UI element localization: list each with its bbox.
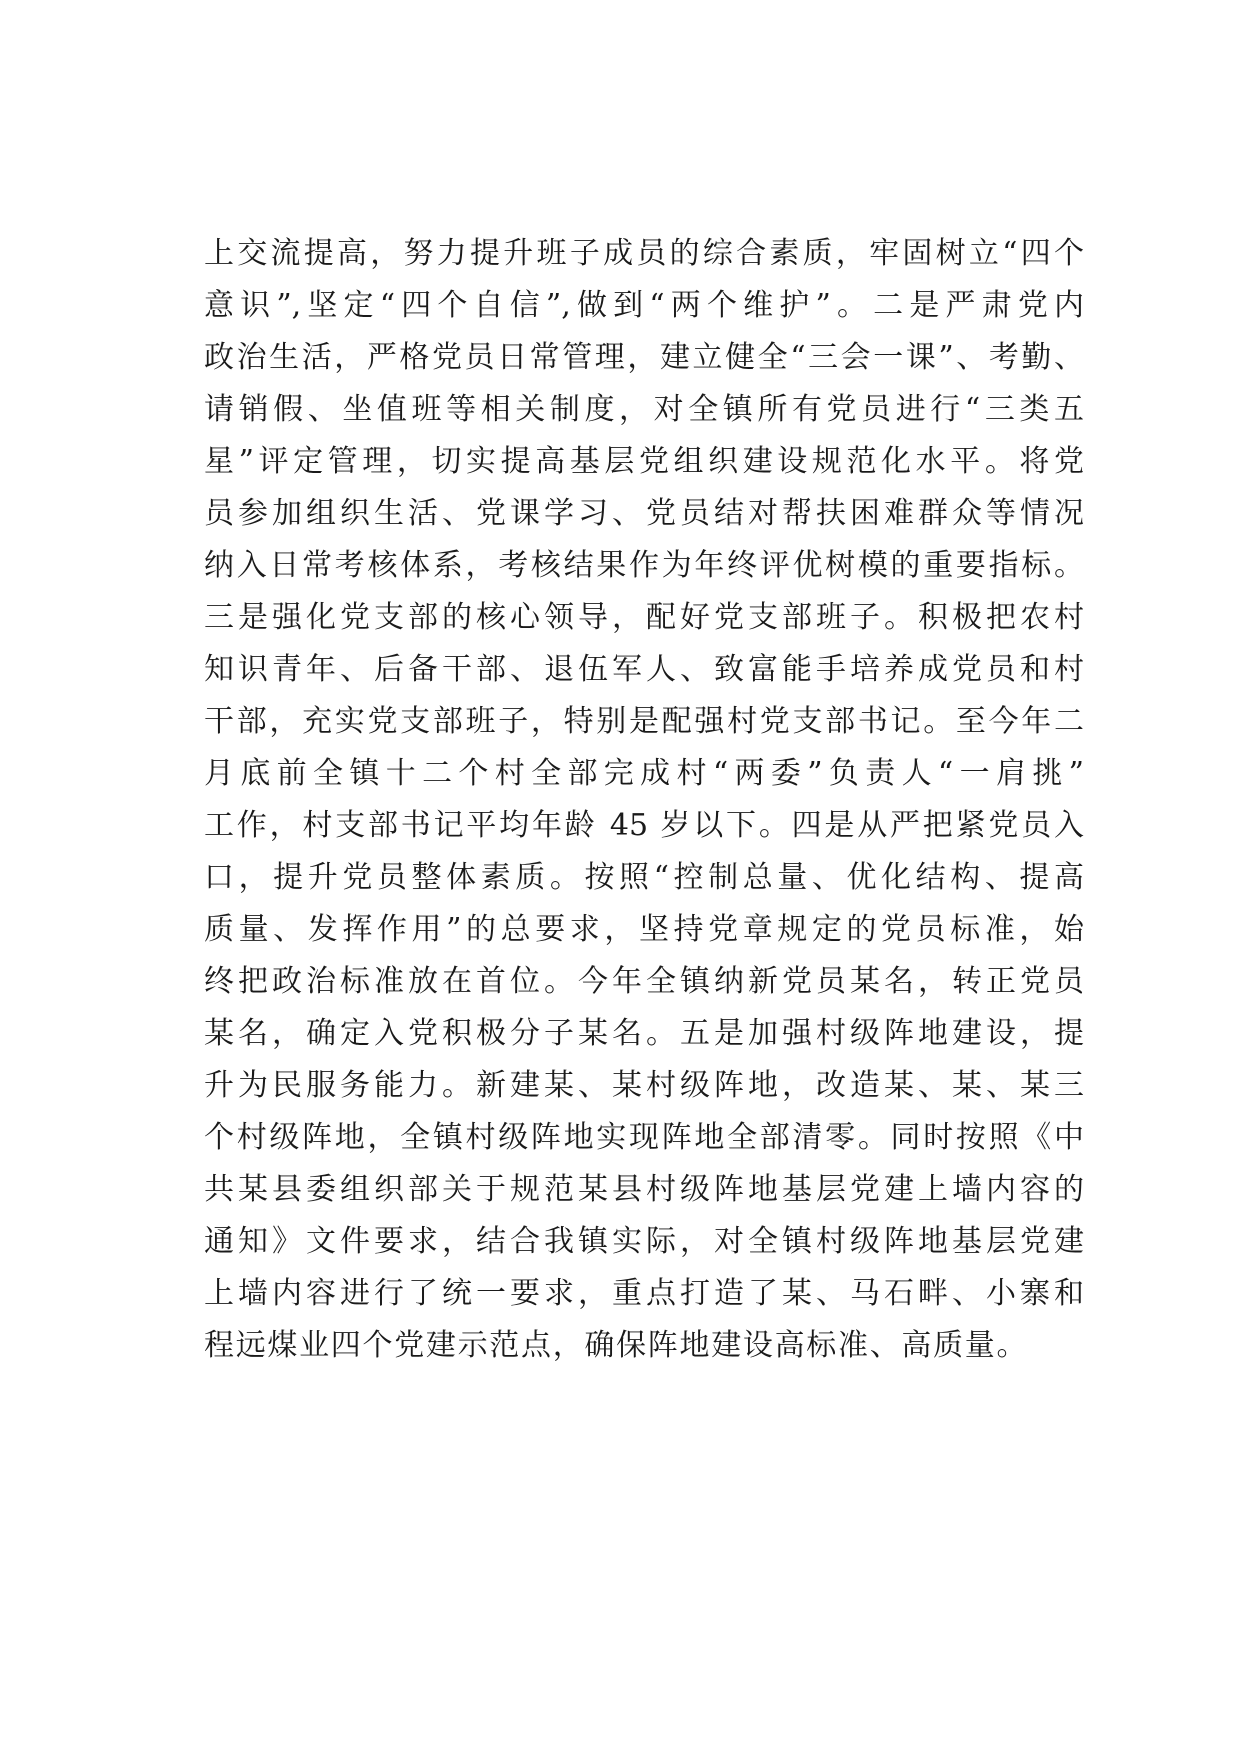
text-line: 终把政治标准放在首位。今年全镇纳新党员某名，转正党员 xyxy=(204,964,1084,999)
text-line: 上交流提高，努力提升班子成员的综合素质，牢固树立“四个 xyxy=(204,236,1084,271)
text-line: 月底前全镇十二个村全部完成村“两委”负责人“一肩挑” xyxy=(204,756,1084,791)
text-line: 共某县委组织部关于规范某县村级阵地基层党建上墙内容的 xyxy=(204,1172,1084,1207)
text-line: 升为民服务能力。新建某、某村级阵地，改造某、某、某三 xyxy=(204,1068,1084,1103)
text-line: 某名，确定入党积极分子某名。五是加强村级阵地建设，提 xyxy=(204,1016,1084,1051)
text-line: 程远煤业四个党建示范点，确保阵地建设高标准、高质量。 xyxy=(204,1328,1029,1363)
text-line: 员参加组织生活、党课学习、党员结对帮扶困难群众等情况 xyxy=(204,496,1084,531)
text-line: 上墙内容进行了统一要求，重点打造了某、马石畔、小寨和 xyxy=(204,1276,1084,1311)
text-line: 知识青年、后备干部、退伍军人、致富能手培养成党员和村 xyxy=(204,652,1084,687)
text-line: 纳入日常考核体系，考核结果作为年终评优树模的重要指标。 xyxy=(204,548,1084,583)
body-paragraph xyxy=(204,228,1084,1372)
text-line: 干部，充实党支部班子，特别是配强村党支部书记。至今年二 xyxy=(204,704,1084,739)
text-line: 质量、发挥作用”的总要求，坚持党章规定的党员标准，始 xyxy=(204,912,1084,947)
text-line: 星”评定管理，切实提高基层党组织建设规范化水平。将党 xyxy=(204,444,1084,479)
text-line: 工作，村支部书记平均年龄 45 岁以下。四是从严把紧党员入 xyxy=(204,808,1084,843)
text-line: 口，提升党员整体素质。按照“控制总量、优化结构、提高 xyxy=(204,860,1084,895)
text-line: 请销假、坐值班等相关制度，对全镇所有党员进行“三类五 xyxy=(204,392,1084,427)
text-line: 意识”,坚定“四个自信”,做到“两个维护”。二是严肃党内 xyxy=(204,288,1084,323)
text-line: 个村级阵地，全镇村级阵地实现阵地全部清零。同时按照《中 xyxy=(204,1120,1084,1155)
text-line: 通知》文件要求，结合我镇实际，对全镇村级阵地基层党建 xyxy=(204,1224,1084,1259)
text-line: 三是强化党支部的核心领导，配好党支部班子。积极把农村 xyxy=(204,600,1084,635)
text-line: 政治生活，严格党员日常管理，建立健全“三会一课”、考勤、 xyxy=(204,340,1084,375)
